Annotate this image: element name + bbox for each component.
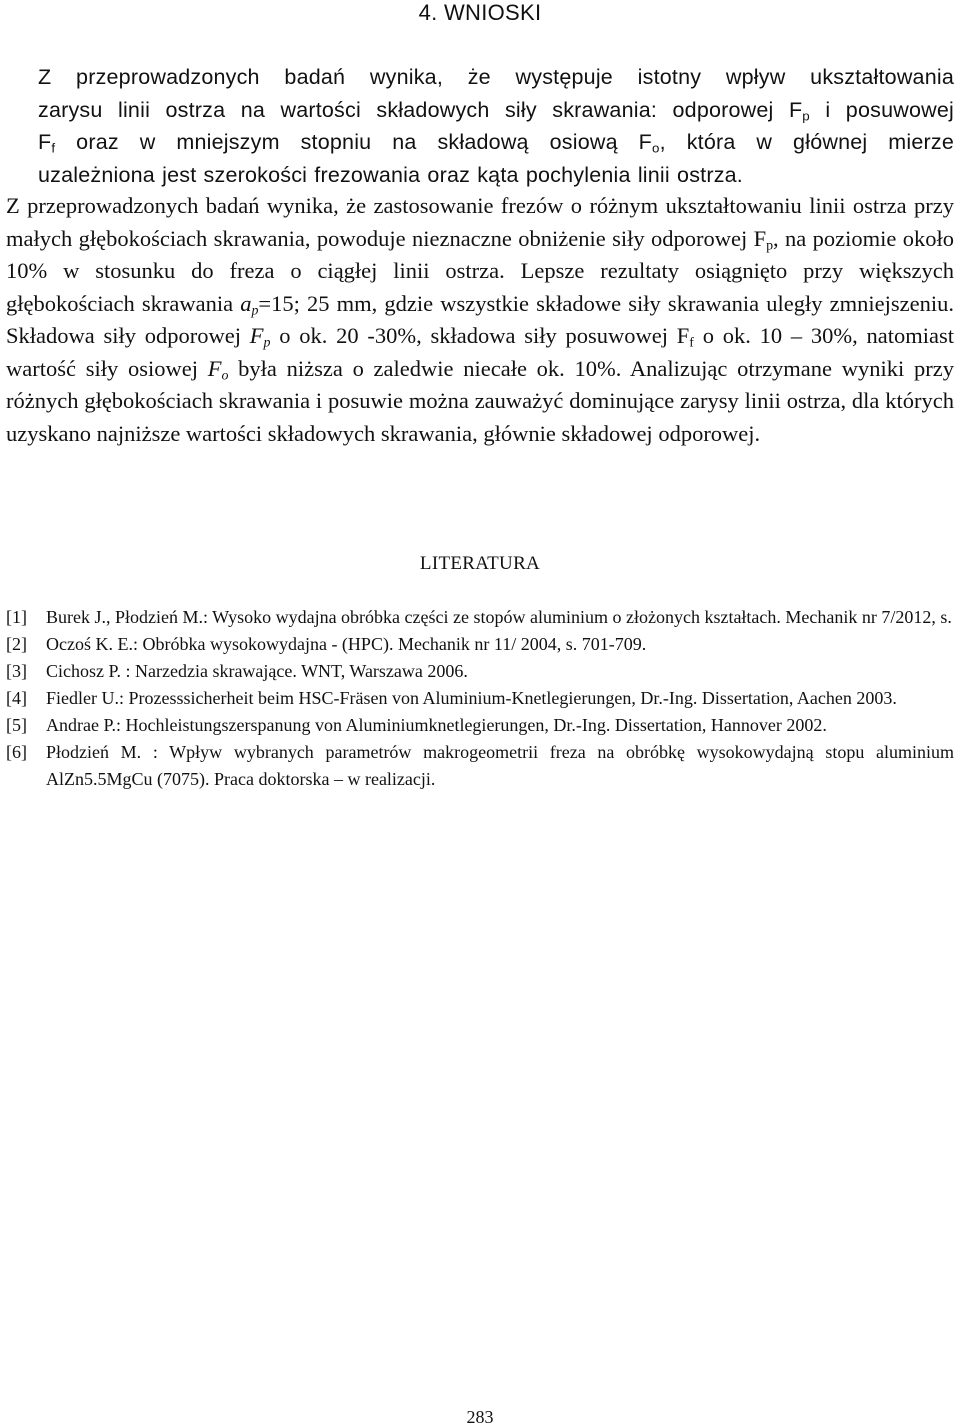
para3-text-b: =15; 25 mm, gdzie wszystkie składowe siły skrawania uległy zmniejszeniu. Składowa siły odporowej [6, 290, 954, 348]
subscript-f: f [689, 335, 694, 351]
symbol-fo: F [207, 355, 222, 381]
reference-item [6, 739, 954, 793]
reference-text: Fiedler U.: Prozesssicherheit beim HSC-Fräsen von Aluminium-Knetlegierungen, Dr.-Ing. Dissertation, Aachen 2003. [46, 688, 897, 708]
para3-text-c: o ok. 20 -30%, składowa siły posuwowej F [270, 323, 690, 348]
section-title: 4. WNIOSKI [418, 0, 542, 25]
reference-text: Andrae P.: Hochleistungszerspanung von Aluminiumknetlegierungen, Dr.-Ing. Dissertation, Hannover 2002. [46, 715, 827, 735]
reference-text: Płodzień M. : Wpływ wybranych parametrów makrogeometrii freza na obróbkę wysokowydajną stopu aluminium AlZn5.5MgCu (7075). Praca doktorska – w realizacji. [46, 742, 954, 789]
conclusions-paragraph-sans [6, 61, 954, 191]
subscript-p: p [802, 107, 810, 123]
subscript-p: p [251, 302, 259, 318]
para3-text: Lepsze rezultaty osiągnięto przy większych głębokościach skrawania [6, 258, 954, 316]
para2-text: Z przeprowadzonych badań wynika, że zastosowanie frezów o różnym ukształtowaniu linii ostrza przy małych głębokościach skrawania, powoduje nieznaczne obniżenie siły odporowej F [6, 193, 954, 251]
reference-item [6, 658, 954, 685]
literature-title: LITERATURA [419, 553, 541, 574]
reference-item [6, 604, 954, 631]
line-2-tail: i posuwowej [809, 97, 954, 122]
subscript-p: p [766, 237, 774, 253]
subscript-p: p [263, 335, 271, 351]
line-3-tail: , która w głównej mierze [659, 130, 954, 154]
line-2-text: zarysu linii ostrza na wartości składowych siły skrawania: odporowej F [38, 97, 803, 122]
conclusions-paragraph-serif [6, 190, 954, 450]
symbol-a: a [240, 290, 252, 316]
reference-item [6, 712, 954, 739]
conclusions-line-1: Z przeprowadzonych badań wynika, że występuje istotny wpływ ukształtowania [38, 65, 954, 89]
conclusions-line-3 [6, 126, 954, 159]
para3-text-d: o ok. 10 – 30%, natomiast wartość siły osiowej [6, 323, 954, 381]
subscript-o: o [221, 367, 229, 383]
reference-list [6, 604, 954, 793]
reference-text: Burek J., Płodzień M.: Wysoko wydajna obróbka części ze stopów aluminium o złożonych kształtach. Mechanik nr 7/2012, s. [46, 607, 952, 627]
subscript-f: f [51, 140, 56, 156]
line-3-text: oraz w mniejszym stopniu na składową osiową F [76, 130, 652, 154]
reference-number: [5] [6, 715, 27, 735]
subscript-o: o [652, 140, 660, 156]
conclusions-line-2 [6, 94, 954, 127]
para2-tail: , na poziomie około 10% w stosunku do freza o ciągłej linii ostrza. [6, 225, 954, 283]
symbol-fp: F [249, 323, 264, 348]
reference-number: [1] [6, 607, 27, 627]
reference-number: [2] [6, 634, 27, 654]
reference-text: Oczoś K. E.: Obróbka wysokowydajna - (HPC). Mechanik nr 11/ 2004, s. 701-709. [46, 634, 647, 654]
line-3-head: F [38, 130, 52, 154]
reference-number: [6] [6, 742, 27, 762]
para3-text-e: była niższa o zaledwie niecałe ok. 10%. Analizując otrzymane wyniki przy różnych głębokościach skrawania i posuwie można zauważyć dominujące zarysy linii ostrza, dla których uzyskano najniższe wartości składowych skrawania, głównie składowej odporowej. [6, 355, 954, 446]
reference-number: [4] [6, 688, 27, 708]
reference-number: [3] [6, 661, 27, 681]
conclusions-line-4: uzależniona jest szerokości frezowania oraz kąta pochylenia linii ostrza. [38, 162, 743, 187]
reference-item [6, 631, 954, 658]
reference-item [6, 685, 954, 712]
reference-text: Cichosz P. : Narzedzia skrawające. WNT, Warszawa 2006. [46, 661, 468, 681]
page-number: 283 [466, 1407, 494, 1427]
